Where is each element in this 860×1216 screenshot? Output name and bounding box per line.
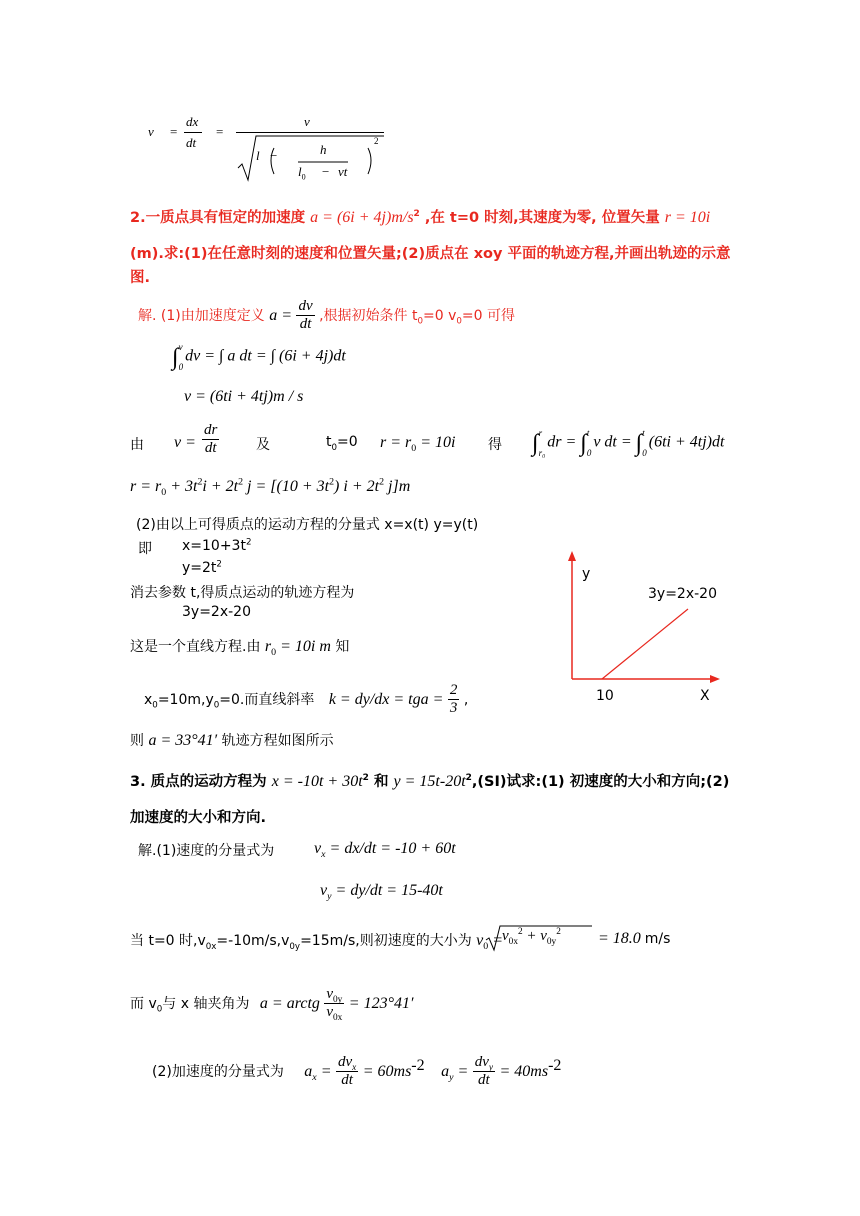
eq-dt: dt [186, 135, 197, 150]
sol3-init: 当 t=0 时$,v_{0x}=-10m/s,v_{0y}=15m/s$,则初速度的大小为 $v_0$ = [130, 932, 504, 953]
eq-l0: $l_0$ [298, 164, 306, 182]
eq-minus: − [270, 148, 278, 163]
eq-sign-1: = [170, 124, 178, 139]
y-equation: $y=2t^2$ [182, 559, 222, 576]
trajectory-line [602, 609, 688, 679]
diagram-ten-label: 10 [596, 688, 614, 704]
velocity-result: v = (6ti + 4tj)m / s [184, 388, 304, 405]
line-eq-text: 这是一个直线方程.由 $r_0 = 10i$ m 知 [130, 638, 350, 659]
p2-pos: r = 10i [664, 209, 711, 226]
v0-radicand: $v_{0x}^2 + v_{0y}^2$ [502, 927, 561, 947]
position-result: $r = r_0 + 3t^2i + 2t^2$ $j = [(10 + 3t^2)$ $i + 2t^2$ j]m [130, 476, 411, 499]
v0-value: = 18.0 m/s [598, 930, 671, 947]
eq-vt: vt [338, 164, 348, 179]
sol3-angle: 而 $v_0$与 x 轴夹角为 a = arctg $\frac{v_{0y}}{v_{0x}}$ = 123°41′ [130, 986, 414, 1024]
part2-intro: (2)由以上可得质点的运动方程的分量式 x=x(t) y=y(t) [136, 517, 479, 533]
sol3-intro: 解.(1)速度的分量式为 [138, 843, 275, 859]
diagram-y-label: y [582, 566, 591, 582]
diagram-line-label: 3y=2x-20 [648, 586, 717, 602]
eq-exp: 2 [374, 136, 379, 146]
x0y0-text: $x_0=10m,y_0=0$.而直线斜率 k = dy/dx = tga = $\frac{2}{3}$ , [144, 682, 469, 717]
sol3-vy: $v_y = dy/dt = 15-40t$ [320, 882, 443, 903]
eq-minus-2: − [322, 164, 330, 179]
p2-accel: a = (6i + 4j)m/s [310, 209, 414, 226]
sol3-accel: (2)加速度的分量式为 $a_x$ = $\frac{dv_x}{dt}$ = $60ms^{-2}$ $a_y$ = $\frac{dv_y}{dt}$ = $40ms^{-2}$ [152, 1054, 562, 1089]
integral-line: ∫ v 0 dv = ∫ a dt = ∫ (6i + 4j)dt [172, 342, 346, 372]
problem3-line2: 加速度的大小和方向. [130, 810, 267, 826]
diagram-x-label: X [700, 688, 710, 704]
eq-rhs-v: v [304, 114, 310, 129]
sol3-vx: $v_x = dx/dt = -10 + 60t$ [314, 840, 456, 861]
problem3-line1: 3. 质点的运动方程为 $x = -10t + 30t^2$ 和 $y = 15t-20t^2,(SI)$试求:(1) 初速度的大小和方向;(2) [130, 773, 730, 790]
eq-l: l [256, 148, 260, 163]
eq-sign-2: = [216, 124, 224, 139]
eliminate-text: 消去参数 t,得质点运动的轨迹方程为 [130, 585, 355, 601]
problem2-line2: (m).求:(1)在任意时刻的速度和位置矢量;(2)质点在 xoy 平面的轨迹方程,并画出轨迹的示意 [130, 246, 731, 262]
eq-frac-line-1 [184, 132, 202, 133]
eq-dx: dx [186, 114, 199, 129]
eq-h: h [320, 142, 327, 157]
trajectory-equation: 3y=2x-20 [182, 604, 251, 620]
problem2-line1: 2.一质点具有恒定的加速度 $a = (6i + 4j)m/s^2$ ,在 t=0 时刻,其速度为零, 位置矢量 r = 10i [130, 209, 711, 226]
x-equation: $x=10+3t^2$ [182, 537, 252, 554]
eq-v: v [148, 124, 154, 139]
angle-line: 则 a = 33°41′ 轨迹方程如图所示 [130, 732, 334, 749]
ji-label: 即 [138, 541, 152, 557]
sol2-position-line: 由 v = $\frac{dr}{dt}$ 及 $t_0=0$ $r = r_0 = 10i$ 得 ∫ r r₀ dr = ∫ t 0 v dt = ∫ t 0 (6ti + 4tj)dt [130, 422, 725, 458]
sol2-line1: 解. (1)由加速度定义 a = $\frac{dv}{dt}$ ,根据初始条件 $t_0=0$ $v_0=0$ 可得 [138, 298, 515, 333]
problem2-line3: 图. [130, 270, 151, 286]
